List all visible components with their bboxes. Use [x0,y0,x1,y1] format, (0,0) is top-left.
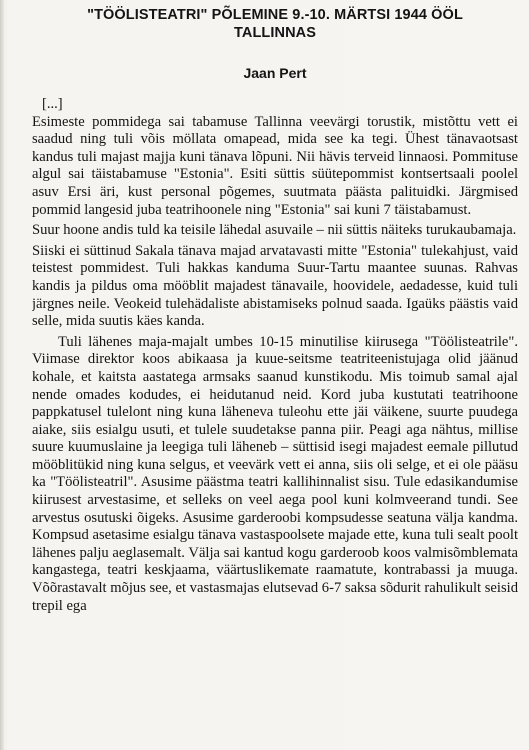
paragraph-2: Suur hoone andis tuld ka teisile lähedal asuvaile – nii süttis näiteks turukaubamaja. [32,222,517,239]
paragraph-1: Esimeste pommidega sai tabamuse Tallinna veevärgi torustik, mistõttu vett ei saadud ning tuli võis möllata omapead, mida see ka tegi. Ühest tänavaotsast kandus tuli majast majja kuni tänava lõpuni. Nii hävis terveid linnaosi. Pommituse algul sai täistabamuse "Estonia". Esiti süttis süütepommist kontsertsaali poolel asuv Ersi äri, kust personal põgemes, suutmata päästa palituidki. Järgmised pommid langesid juba teatrihoonele ning "Estonia" sai kuni 7 täistabamust. [32,113,518,218]
page-spine-shadow [0,0,4,750]
paragraph-3: Siiski ei süttinud Sakala tänava majad arvatavasti mitte "Estonia" tulekahjust, vaid teistest pommidest. Tuli hakkas kanduma Suur-Tartu maantee suunas. Rahvas kandis ja pildus oma mööblit majadest tänavaile, hoovidele, aedadesse, kuid tuli järgnes neile. Veokeid tulehädaliste abistamiseks polnud saada. Igaüks päästis vaid selle, mida suutis käes kanda. [32,242,518,330]
article-title-line-1: "TÖÖLISTEATRI" PÕLEMINE 9.-10. MÄRTSI 1944 ÖÖL [87,7,463,23]
article-title-line-2: TALLINNAS [234,25,316,41]
article-title [40,6,510,42]
paragraph-4: Tuli lähenes maja-majalt umbes 10-15 minutilise kiirusega "Töölisteatrile". Viimase direktor koos abikaasa ja kuue-seitsme teatriteenistujaga olid jäänud kohale, et kaitsta aastatega armsaks saanud kunstikodu. Mis toimub samal ajal nende omades kodudes, ei heidutanud neid. Kord juba kustutati teatrihoone pappkatusel tulelont ning kuna läheneva tuleohu ette jäi väikene, suurte puudega aiake, siis esialgu usuti, et tulele suudetakse panna piir. Peagi aga nähtus, millise suure kuumuslaine ja leegiga tuli läheneb – süttisid isegi majadest eemale pillutud mööblitükid ning kuna selgus, et veevärk vett ei anna, siis oli selge, et ei ole pääsu ka "Töölisteatril". Asusime päästma teatri kallihinnalist sisu. Tule edasikandumise kiirusest arvestasime, et selleks on veel aega pool kuni kolmveerand tundi. See arvestus osutuski õigeks. Asusime garderoobi kompsudesse seatuna välja kandma. Kompsud asetasime esialgu tänava vastaspoolsete majade ette, kuna tuli sealt poolt lähenes palju aeglasemalt. Välja sai kantud kogu garderoob koos valmisõmblemata kangastega, teatri keskjaama, väärtuslikemate raamatute, kontrabassi ja muuga. Võõrastavalt mõjus see, et vastasmajas elutsevad 6-7 saksa sõdurit rahulikult seisid trepil ega [32,333,518,614]
article-author: Jaan Pert [243,65,307,81]
omission-marker: [...] [42,96,63,112]
article-body [32,96,518,750]
